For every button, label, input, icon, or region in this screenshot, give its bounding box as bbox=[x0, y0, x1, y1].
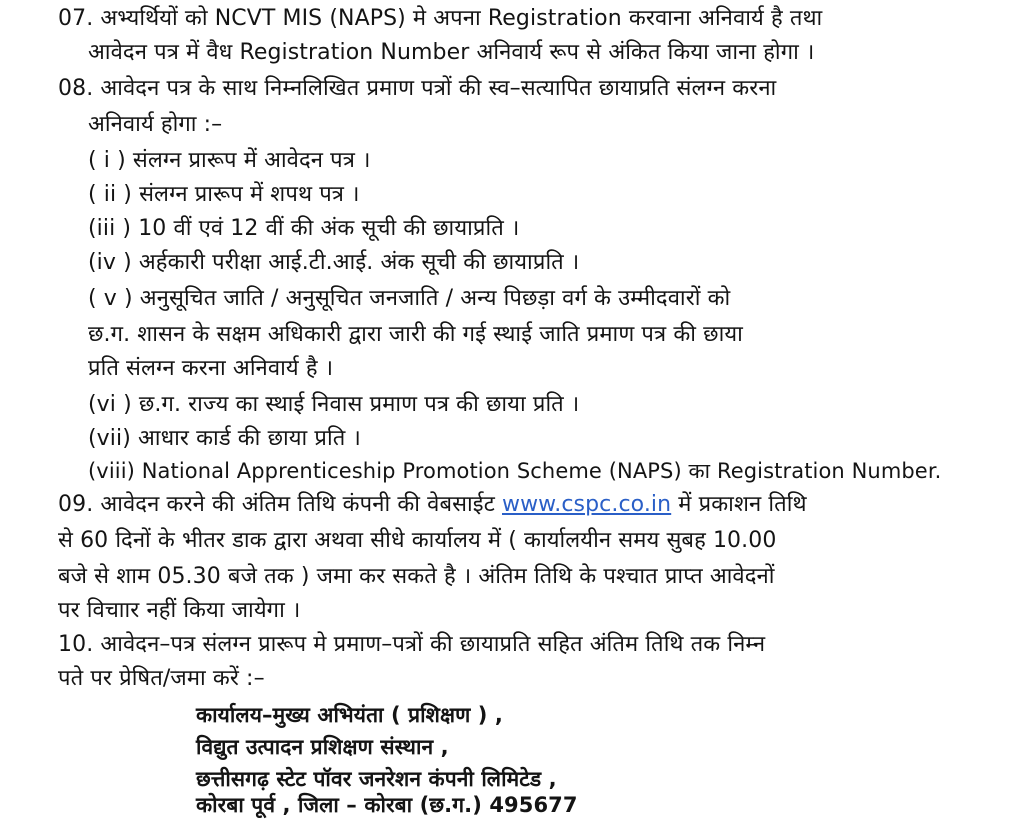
subitem-text: संलग्न प्रारूप में आवेदन पत्र । bbox=[132, 148, 371, 173]
subitem-label: (vii) bbox=[88, 426, 131, 451]
subitem-ii bbox=[88, 180, 360, 210]
item-10-line-1 bbox=[58, 630, 765, 660]
subitem-label: ( ii ) bbox=[88, 182, 132, 207]
item-number: 08. bbox=[58, 76, 94, 101]
subitem-v bbox=[88, 284, 730, 314]
item-text: आवेदन करने की अंतिम तिथि कंपनी की वेबसाईट bbox=[100, 492, 495, 517]
item-09-line-3: बजे से शाम 05.30 बजे तक ) जमा कर सकते है । अंतिम तिथि के पश्चात प्राप्त आवेदनों bbox=[58, 564, 775, 589]
address-line-1: कार्यालय–मुख्य अभियंता ( प्रशिक्षण ) , bbox=[196, 703, 503, 727]
item-text: अभ्यर्थियों को NCVT MIS (NAPS) मे अपना Registration करवाना अनिवार्य है तथा bbox=[100, 6, 823, 31]
subitem-label: ( i ) bbox=[88, 148, 126, 173]
subitem-label: (viii) bbox=[88, 459, 135, 483]
subitem-vi bbox=[88, 390, 579, 420]
item-10-line-2: पते पर प्रेषित/जमा करें :– bbox=[58, 666, 265, 691]
subitem-label: (vi ) bbox=[88, 392, 132, 417]
subitem-text: 10 वीं एवं 12 वीं की अंक सूची की छायाप्रति । bbox=[138, 216, 520, 241]
website-link[interactable]: www.cspc.co.in bbox=[502, 492, 672, 517]
item-text: आवेदन–पत्र संलग्न प्रारूप मे प्रमाण–पत्रों की छायाप्रति सहित अंतिम तिथि तक निम्न bbox=[100, 632, 766, 657]
item-number: 07. bbox=[58, 6, 94, 31]
subitem-label: ( v ) bbox=[88, 286, 133, 311]
subitem-text: आधार कार्ड की छाया प्रति । bbox=[138, 426, 361, 451]
item-07-line-1 bbox=[58, 4, 822, 34]
item-09-line-2: से 60 दिनों के भीतर डाक द्वारा अथवा सीधे कार्यालय में ( कार्यालयीन समय सुबह 10.00 bbox=[58, 528, 777, 553]
subitem-text: अनुसूचित जाति / अनुसूचित जनजाति / अन्य पिछड़ा वर्ग के उम्मीदवारों को bbox=[139, 286, 731, 311]
subitem-viii bbox=[88, 456, 941, 486]
address-line-2: विद्युत उत्पादन प्रशिक्षण संस्थान , bbox=[196, 735, 449, 759]
item-08-line-2: अनिवार्य होगा :– bbox=[88, 112, 223, 137]
subitem-iv bbox=[88, 248, 579, 278]
subitem-v-cont-2: प्रति संलग्न करना अनिवार्य है । bbox=[88, 356, 334, 381]
subitem-label: (iii ) bbox=[88, 216, 132, 241]
subitem-i bbox=[88, 146, 371, 176]
item-text: आवेदन पत्र के साथ निम्नलिखित प्रमाण पत्रों की स्व–सत्यापित छायाप्रति संलग्न करना bbox=[100, 76, 777, 101]
item-number: 09. bbox=[58, 492, 94, 517]
item-09-line-1 bbox=[58, 490, 807, 520]
address-line-3: छत्तीसगढ़ स्टेट पॉवर जनरेशन कंपनी लिमिटेड , bbox=[196, 767, 557, 791]
subitem-text: संलग्न प्रारूप में शपथ पत्र । bbox=[139, 182, 360, 207]
subitem-text: अर्हकारी परीक्षा आई.टी.आई. अंक सूची की छायाप्रति । bbox=[138, 250, 580, 275]
item-number: 10. bbox=[58, 632, 94, 657]
item-08-line-1 bbox=[58, 74, 776, 104]
address-line-4: कोरबा पूर्व , जिला – कोरबा (छ.ग.) 495677 bbox=[196, 793, 578, 817]
item-07-line-2: आवेदन पत्र में वैध Registration Number अनिवार्य रूप से अंकित किया जाना होगा । bbox=[88, 40, 815, 65]
subitem-vii bbox=[88, 424, 361, 454]
subitem-text: छ.ग. राज्य का स्थाई निवास प्रमाण पत्र की छाया प्रति । bbox=[138, 392, 580, 417]
subitem-label: (iv ) bbox=[88, 250, 132, 275]
item-text: में प्रकाशन तिथि bbox=[678, 492, 807, 517]
subitem-text: National Apprenticeship Promotion Scheme (NAPS) का Registration Number. bbox=[141, 459, 942, 483]
subitem-v-cont-1: छ.ग. शासन के सक्षम अधिकारी द्वारा जारी की गई स्थाई जाति प्रमाण पत्र की छाया bbox=[88, 322, 743, 347]
item-09-line-4: पर विचाार नहीं किया जायेगा । bbox=[58, 598, 301, 623]
subitem-iii bbox=[88, 214, 519, 244]
